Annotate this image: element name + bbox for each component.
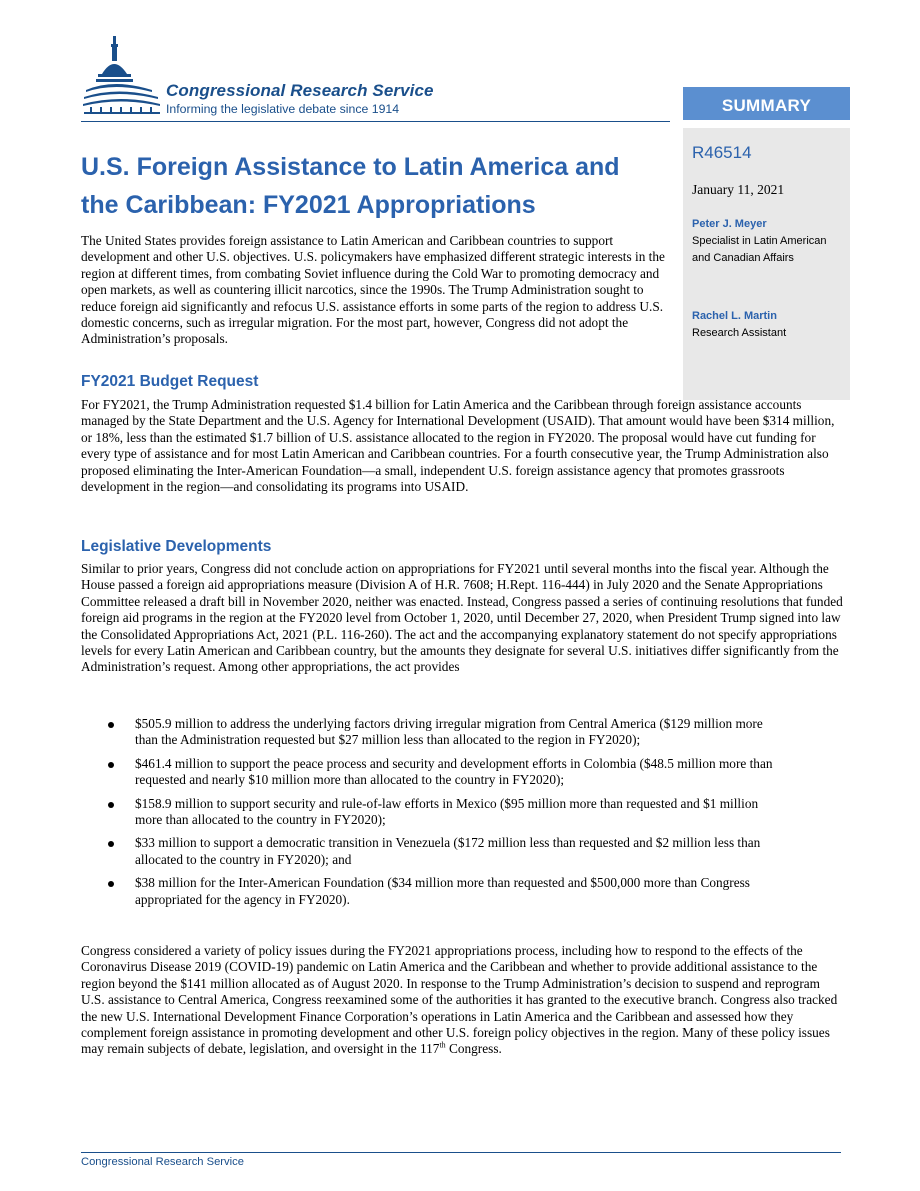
closing-paragraph: Congress considered a variety of policy issues during the FY2021 appropriations process, including how to respond to the effects of the Coronavirus Disease 2019 (COVID-19) pandemic on Latin America and the Caribbean and whether to provide additional assistance to the region beyond the $141 million allocated as of August 2020. In response to the Trump Administration’s decision to suspend and reprogram U.S. assistance to Central America, Congress reexamined some of the authorities it has granted to the executive branch. Congress also tracked the new U.S. International Development Finance Corporation’s operations in Latin America and the Caribbean and assessed how they complement foreign assistance in promoting development and other U.S. foreign policy objectives in the region. Many of these policy issues may remain subjects of debate, legislation, and oversight in the 117th Congress.: [81, 943, 838, 1057]
summary-label: SUMMARY: [683, 87, 850, 120]
author-title: Research Assistant: [692, 327, 787, 339]
bullet-icon: [108, 881, 114, 887]
list-item: $461.4 million to support the peace process and security and development efforts in Colombia ($48.5 million more than requested and nearly $10 million more than allocated to the country in FY2020);: [81, 756, 775, 789]
report-number: R46514: [692, 143, 752, 162]
bullet-icon: [108, 802, 114, 808]
author-title: Specialist in Latin American and Canadian Affairs: [692, 235, 827, 264]
bullet-icon: [108, 841, 114, 847]
budget-request-paragraph: For FY2021, the Trump Administration requested $1.4 billion for Latin America and the Caribbean through foreign assistance accounts managed by the State Department and the U.S. Agency for International Development (USAID). That amount would have been $314 million, or 18%, less than the estimated $1.7 billion of U.S. assistance allocated to the region in FY2020. The proposal would have cut funding for every type of assistance and for most Latin American and Caribbean countries. For a fourth consecutive year, the Trump Administration also proposed eliminating the Inter-American Foundation—a small, independent U.S. foreign assistance agency that promotes grassroots development in the region—and consolidating its programs into USAID.: [81, 397, 835, 495]
list-item: $505.9 million to address the underlying factors driving irregular migration from Central America ($129 million more than the Administration requested but $27 million less than allocated to the region in FY2020);: [81, 716, 775, 749]
bullet-icon: [108, 722, 114, 728]
report-date: January 11, 2021: [692, 182, 785, 197]
list-item: $33 million to support a democratic transition in Venezuela ($172 million less than requested and $2 million less than allocated to the country in FY2020); and: [81, 835, 775, 868]
section-heading-budget-request: FY2021 Budget Request: [81, 373, 259, 390]
list-item: $158.9 million to support security and rule-of-law efforts in Mexico ($95 million more than requested and $1 million more than allocated to the country in FY2020);: [81, 796, 775, 829]
bullet-icon: [108, 762, 114, 768]
org-name: Congressional Research Service: [166, 81, 434, 100]
header-divider: [81, 121, 670, 122]
footer-label: Congressional Research Service: [81, 1156, 244, 1168]
page-title: U.S. Foreign Assistance to Latin America and the Caribbean: FY2021 Appropriations: [81, 153, 620, 219]
author-name: Rachel L. Martin: [692, 310, 777, 322]
section-heading-legislative: Legislative Developments: [81, 538, 272, 555]
intro-paragraph: The United States provides foreign assistance to Latin American and Caribbean countries to support development and other U.S. objectives. U.S. policymakers have emphasized different strategic interests in the region at different times, from combating Soviet influence during the Cold War to promoting democracy and open markets, as well as countering illicit narcotics, since the 1990s. The Trump Administration sought to reduce foreign aid significantly and refocus U.S. assistance efforts in some parts of the region to address U.S. domestic concerns, such as irregular migration. For the most part, however, Congress did not adopt the Administration’s proposals.: [81, 233, 665, 347]
org-tagline: Informing the legislative debate since 1914: [166, 102, 400, 116]
legislative-paragraph: Similar to prior years, Congress did not conclude action on appropriations for FY2021 until several months into the fiscal year. Although the House passed a foreign aid appropriations measure (Division A of H.R. 7608; H.Rept. 116-444) in July 2020 and the Senate Appropriations Committee released a draft bill in November 2020, neither was enacted. Instead, Congress passed a series of continuing resolutions that funded foreign aid programs in the region at the FY2020 level from October 1, 2020, until December 27, 2020, when President Trump signed into law the Consolidated Appropriations Act, 2021 (P.L. 116-260). The act and the accompanying explanatory statement do not specify appropriations levels for every Latin American and Caribbean country, but the amounts they designate for several U.S. initiatives differ significantly from the Administration’s request. Among other appropriations, the act provides: [81, 561, 843, 675]
list-item: $38 million for the Inter-American Foundation ($34 million more than requested and $500,000 more than Congress appropriated for the agency in FY2020).: [81, 875, 775, 908]
capitol-dome-logo-icon: [82, 34, 162, 120]
appropriations-list: [81, 716, 841, 915]
author-name: Peter J. Meyer: [692, 218, 767, 230]
footer-divider: [81, 1152, 841, 1153]
